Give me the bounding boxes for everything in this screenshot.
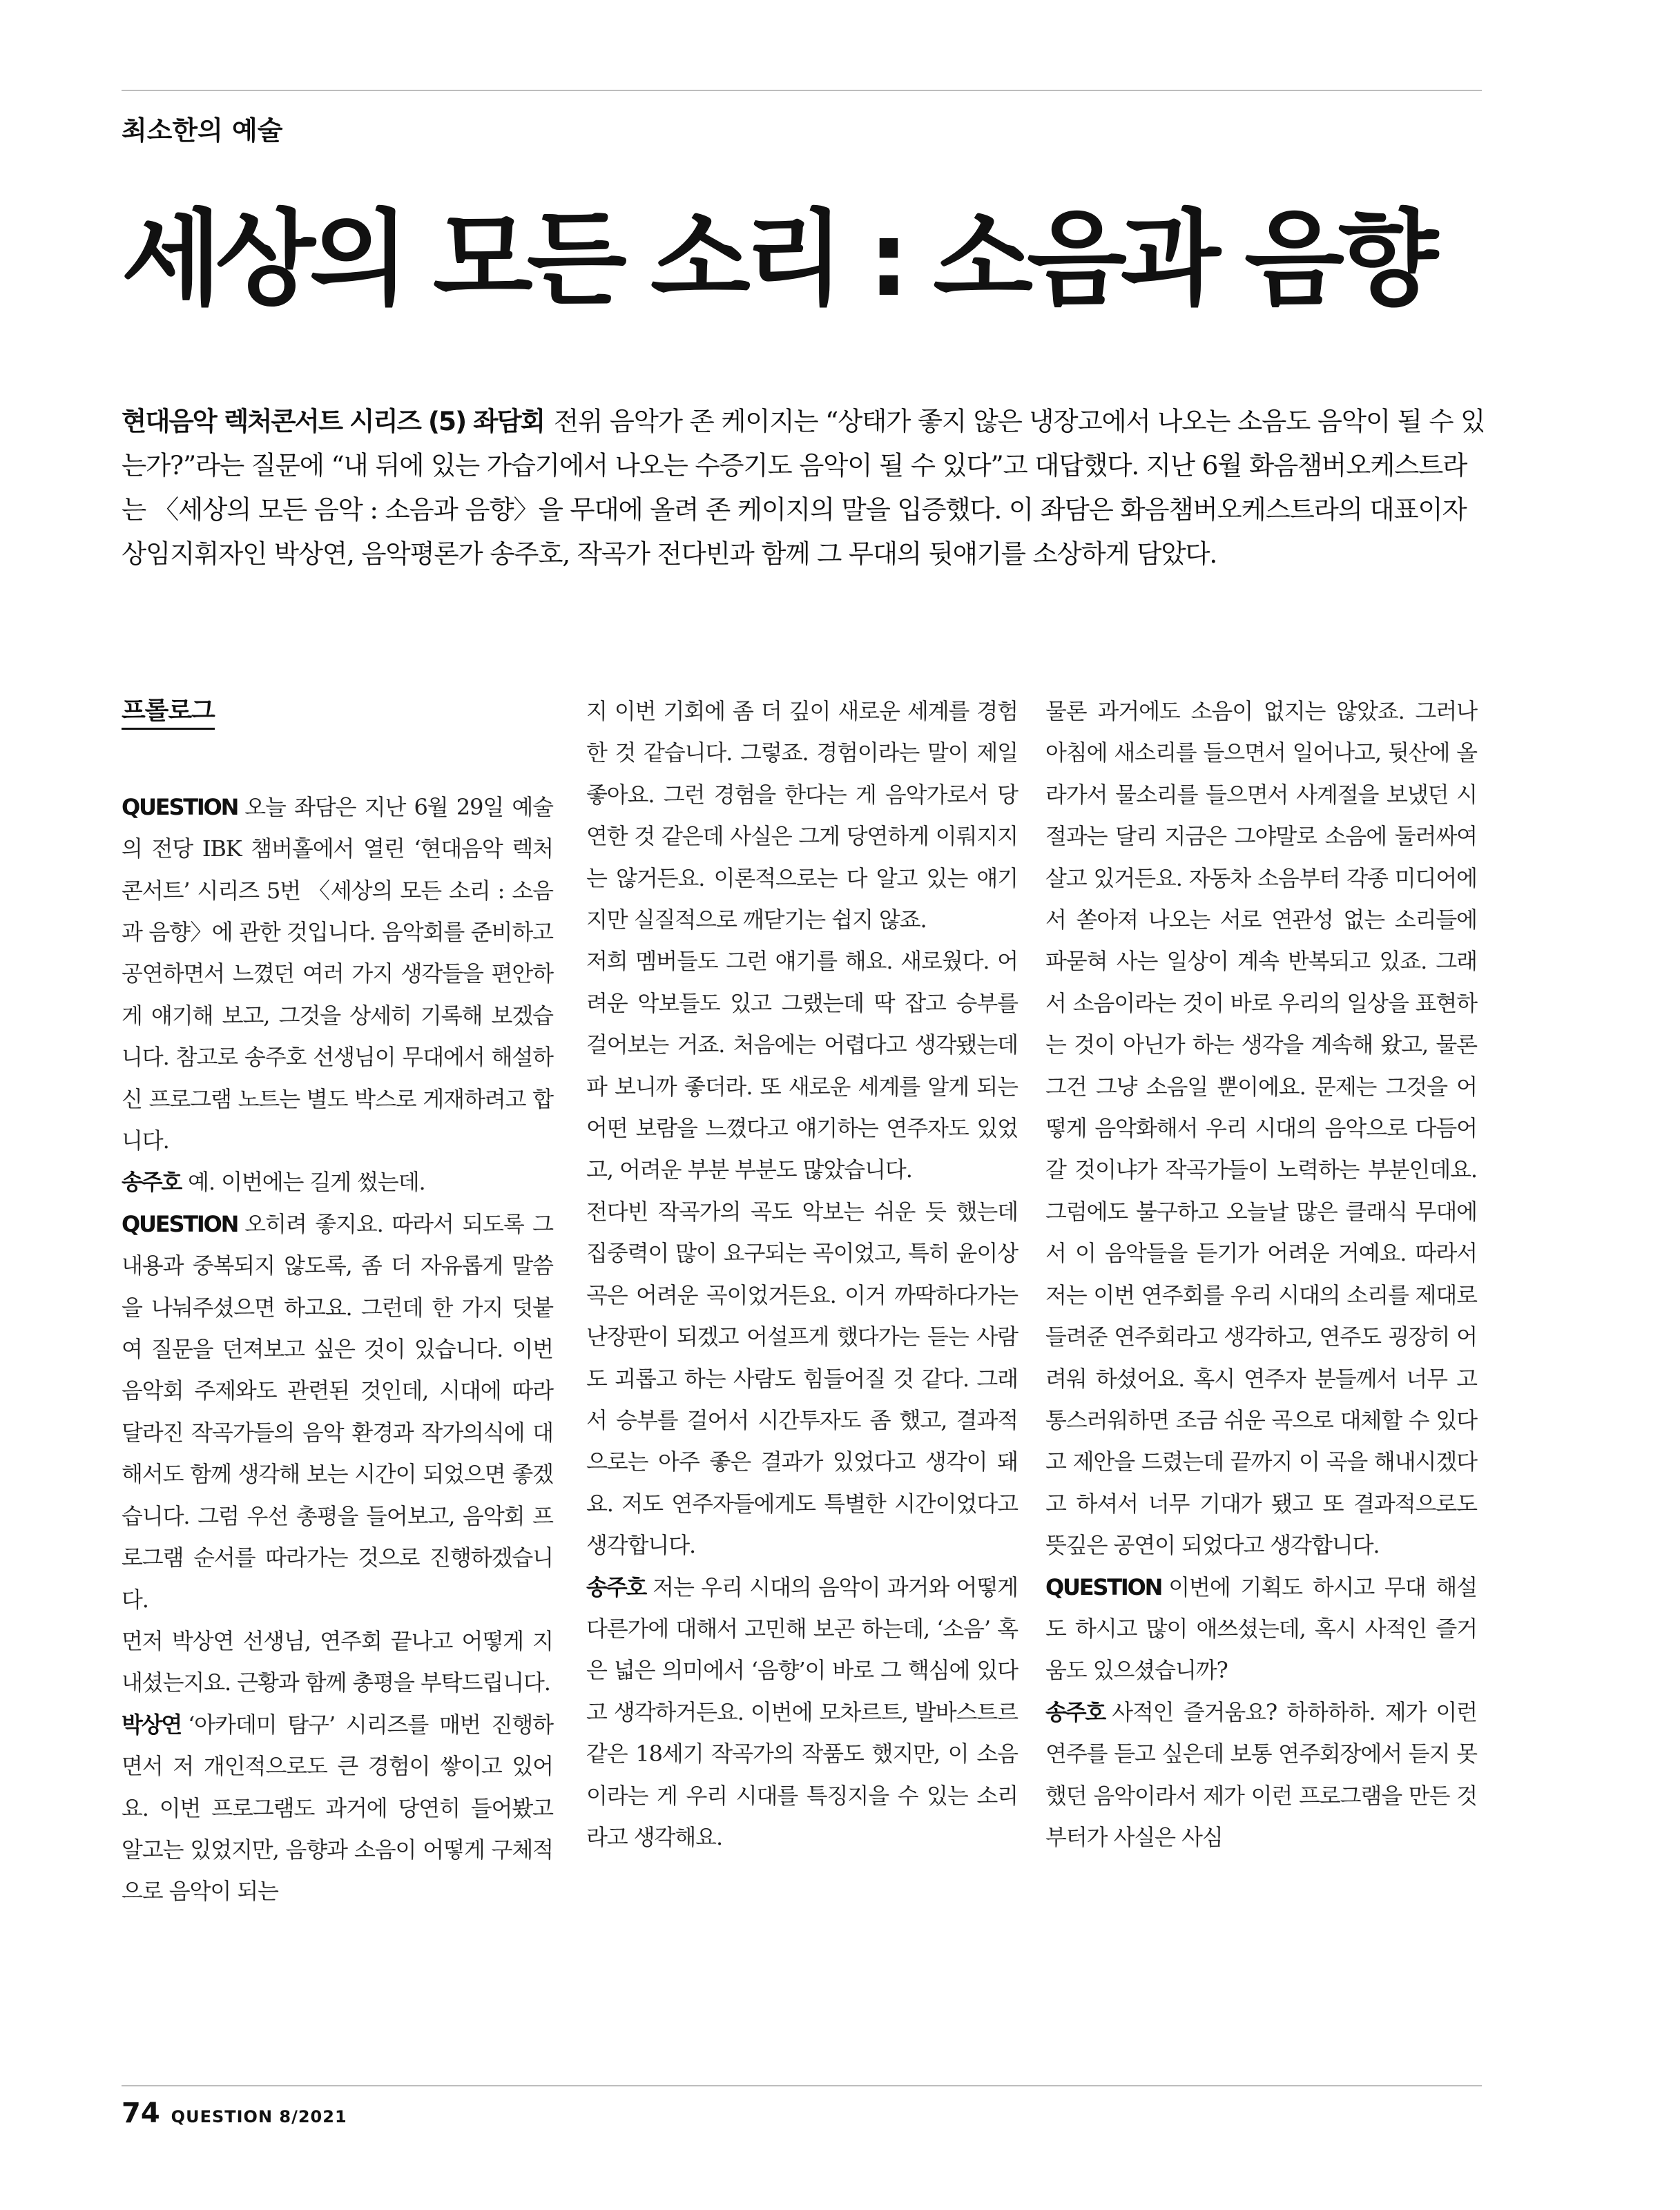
intro-text: 전위 음악가 존 케이지는 “상태가 좋지 않은 냉장고에서 나오는 소음도 음악이 될 수 있는가?”라는 질문에 “내 뒤에 있는 가습기에서 나오는 수증기도 음악이 될 수 있다”고 대답했다. 지난 6월 화음챔버오케스트라는 〈세상의 모든 음악 : 소음과 음향〉을 무대에 올려 존 케이지의 말을 입증했다. 이 좌담은 화음챔버오케스트라의 대표이자 상임지휘자인 박상연, 음악평론가 송주호, 작곡가 전다빈과 함께 그 무대의 뒷얘기를 소상하게 담았다.: [122, 406, 1485, 569]
speaker-label: 송주호: [1045, 1698, 1105, 1725]
section-label: 최소한의 예술: [122, 115, 283, 146]
page-number: 74: [122, 2097, 160, 2129]
speaker-label: QUESTION: [1045, 1573, 1162, 1600]
paragraph: [1045, 1692, 1477, 1859]
paragraph: [586, 690, 1018, 940]
top-rule: [122, 90, 1482, 91]
speaker-label: 송주호: [122, 1169, 182, 1196]
paragraph-text: ‘아카데미 탐구’ 시리즈를 매번 진행하면서 저 개인적으로도 큰 경험이 쌓이고 있어요. 이번 프로그램도 과거에 당연히 들어봤고 알고는 있었지만, 음향과 소음이 어떻게 구체적으로 음악이 되는: [122, 1711, 553, 1905]
article-intro: [122, 399, 1485, 576]
paragraph: [1045, 1567, 1477, 1692]
paragraph-text: 이번에 기획도 하시고 무대 해설도 하시고 많이 애쓰셨는데, 혹시 사적인 즐거움도 있으셨습니까?: [1045, 1573, 1477, 1684]
paragraph-text: 저는 우리 시대의 음악이 과거와 어떻게 다른가에 대해서 고민해 보곤 하는데, ‘소음’ 혹은 넓은 의미에서 ‘음향’이 바로 그 핵심에 있다고 생각하거든요. 이번에 모차르트, 발바스트르 같은 18세기 작곡가의 작품도 했지만, 이 소음이라는 게 우리 시대를 특징지을 수 있는 소리라고 생각해요.: [586, 1573, 1018, 1850]
paragraph: [1045, 690, 1477, 1567]
paragraph: [586, 940, 1018, 1190]
paragraph-text: 사적인 즐거움요? 하하하하. 제가 이런 연주를 듣고 싶은데 보통 연주회장에서 듣지 못했던 음악이라서 제가 이런 프로그램을 만든 것부터가 사실은 사심: [1045, 1698, 1477, 1850]
section-heading: 프롤로그: [122, 695, 215, 730]
speaker-label: QUESTION: [122, 793, 238, 820]
paragraph-text: 예. 이번에는 길게 썼는데.: [188, 1169, 425, 1196]
paragraph-text: 오늘 좌담은 지난 6월 29일 예술의 전당 IBK 챔버홀에서 열린 ‘현대음악 렉처콘서트’ 시리즈 5번 〈세상의 모든 소리 : 소음과 음향〉에 관한 것입니다. 음악회를 준비하고 공연하면서 느꼈던 여러 가지 생각들을 편안하게 얘기해 보고, 그것을 상세히 기록해 보겠습니다. 참고로 송주호 선생님이 무대에서 해설하신 프로그램 노트는 별도 박스로 게재하려고 합니다.: [122, 793, 553, 1154]
bottom-rule: [122, 2085, 1482, 2086]
paragraph: [586, 1191, 1018, 1567]
speaker-label: 박상연: [122, 1711, 182, 1738]
magazine-issue: QUESTION 8/2021: [171, 2107, 347, 2126]
paragraph-text: 저희 멤버들도 그런 얘기를 해요. 새로웠다. 어려운 악보들도 있고 그랬는데 딱 잡고 승부를 걸어보는 거죠. 처음에는 어렵다고 생각됐는데 파 보니까 좋더라. 또 새로운 세계를 알게 되는 어떤 보람을 느꼈다고 얘기하는 연주자도 있었고, 어려운 부분 부분도 많았습니다.: [586, 948, 1018, 1183]
paragraph: [586, 1567, 1018, 1859]
column-1: [122, 690, 553, 1912]
column-2: [586, 690, 1018, 1858]
paragraph-text: 먼저 박상연 선생님, 연주회 끝나고 어떻게 지내셨는지요. 근황과 함께 총평을 부탁드립니다.: [122, 1627, 553, 1696]
paragraph-text: 물론 과거에도 소음이 없지는 않았죠. 그러나 아침에 새소리를 들으면서 일어나고, 뒷산에 올라가서 물소리를 들으면서 사계절을 보냈던 시절과는 달리 지금은 그야말로 소음에 둘러싸여 살고 있거든요. 자동차 소음부터 각종 미디어에서 쏟아져 나오는 서로 연관성 없는 소리들에 파묻혀 사는 일상이 계속 반복되고 있죠. 그래서 소음이라는 것이 바로 우리의 일상을 표현하는 것이 아닌가 하는 생각을 계속해 왔고, 물론 그건 그냥 소음일 뿐이에요. 문제는 그것을 어떻게 음악화해서 우리 시대의 음악으로 다듬어 갈 것이냐가 작곡가들이 노력하는 부분인데요. 그럼에도 불구하고 오늘날 많은 클래식 무대에서 이 음악들을 듣기가 어려운 거예요. 따라서 저는 이번 연주회를 우리 시대의 소리를 제대로 들려준 연주회라고 생각하고, 연주도 굉장히 어려워 하셨어요. 혹시 연주자 분들께서 너무 고통스러워하면 조금 쉬운 곡으로 대체할 수 있다고 제안을 드렸는데 끝까지 이 곡을 해내시겠다고 하셔서 너무 기대가 됐고 또 결과적으로도 뜻깊은 공연이 되었다고 생각합니다.: [1045, 698, 1477, 1559]
article-title: 세상의 모든 소리 : 소음과 음향: [122, 200, 1432, 320]
paragraph: [122, 1704, 553, 1912]
paragraph: [122, 1203, 553, 1620]
paragraph-text: 전다빈 작곡가의 곡도 악보는 쉬운 듯 했는데 집중력이 많이 요구되는 곡이었고, 특히 윤이상 곡은 어려운 곡이었거든요. 이거 까딱하다가는 난장판이 되겠고 어설프게 했다가는 듣는 사람도 괴롭고 하는 사람도 힘들어질 것 같다. 그래서 승부를 걸어서 시간투자도 좀 했고, 결과적으로는 아주 좋은 결과가 있었다고 생각이 돼요. 저도 연주자들에게도 특별한 시간이었다고 생각합니다.: [586, 1198, 1018, 1559]
paragraph: [122, 1620, 553, 1704]
page-footer: [122, 2097, 347, 2129]
paragraph-text: 오히려 좋지요. 따라서 되도록 그 내용과 중복되지 않도록, 좀 더 자유롭게 말씀을 나눠주셨으면 하고요. 그런데 한 가지 덧붙여 질문을 던져보고 싶은 것이 있습니다. 이번 음악회 주제와도 관련된 것인데, 시대에 따라 달라진 작곡가들의 음악 환경과 작가의식에 대해서도 함께 생각해 보는 시간이 되었으면 좋겠습니다. 그럼 우선 총평을 들어보고, 음악회 프로그램 순서를 따라가는 것으로 진행하겠습니다.: [122, 1210, 553, 1613]
speaker-label: QUESTION: [122, 1210, 238, 1237]
paragraph: [122, 1161, 553, 1203]
paragraph-text: 지 이번 기회에 좀 더 깊이 새로운 세계를 경험한 것 같습니다. 그렇죠. 경험이라는 말이 제일 좋아요. 그런 경험을 한다는 게 음악가로서 당연한 것 같은데 사실은 그게 당연하게 이뤄지지는 않거든요. 이론적으로는 다 알고 있는 얘기지만 실질적으로 깨닫기는 쉽지 않죠.: [586, 698, 1018, 933]
speaker-label: 송주호: [586, 1573, 646, 1600]
intro-lead: 현대음악 렉처콘서트 시리즈 (5) 좌담회: [122, 406, 544, 436]
column-3: [1045, 690, 1477, 1858]
paragraph: [122, 786, 553, 1162]
